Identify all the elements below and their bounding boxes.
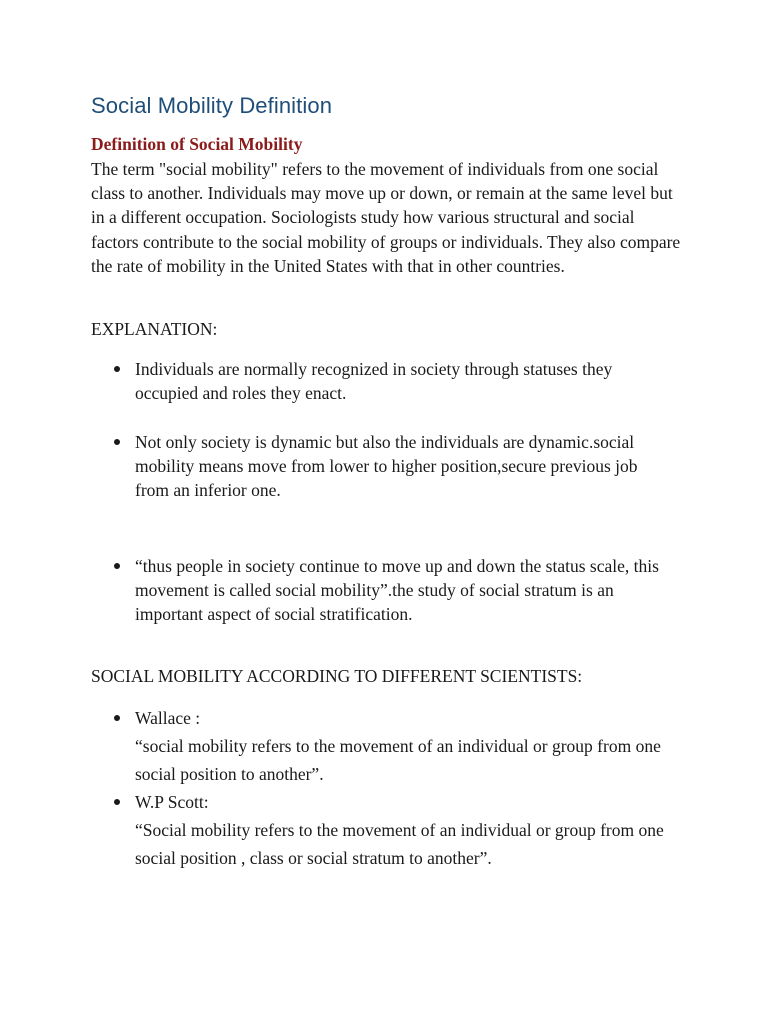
scientists-heading: SOCIAL MOBILITY ACCORDING TO DIFFERENT SCIENTISTS: <box>91 666 583 686</box>
definition-paragraph: The term "social mobility" refers to the movement of individuals from one social class to another. Individuals may move up or down, or remain at the same level but in a different occupation. Sociologists study how various structural and social factors contribute to the social mobility of groups or individuals. They also compare the rate of mobility in the United States with that in other countries. <box>91 159 681 276</box>
bullet-icon <box>114 715 120 721</box>
definition-heading: Definition of Social Mobility <box>91 134 303 154</box>
bullet-icon <box>114 799 120 805</box>
scientist-quote: “social mobility refers to the movement of an individual or group from one social position to another”. <box>135 736 661 784</box>
scientist-name: Wallace : <box>135 708 201 728</box>
explanation-item <box>114 430 674 503</box>
explanation-item-text: Not only society is dynamic but also the individuals are dynamic.social mobility means move from lower to higher position,secure previous job from an inferior one. <box>135 432 638 501</box>
scientist-quote: “Social mobility refers to the movement of an individual or group from one social position , class or social stratum to another”. <box>135 820 664 868</box>
scientist-name: W.P Scott: <box>135 792 209 812</box>
bullet-icon <box>114 439 120 445</box>
explanation-item-text: Individuals are normally recognized in society through statuses they occupied and roles they enact. <box>135 359 613 404</box>
bullet-icon <box>114 366 120 372</box>
scientist-entry <box>114 704 694 788</box>
explanation-label: EXPLANATION: <box>91 319 218 339</box>
explanation-item <box>114 357 674 405</box>
explanation-item <box>114 554 674 627</box>
page-title: Social Mobility Definition <box>91 93 333 118</box>
scientist-entry <box>114 788 694 872</box>
bullet-icon <box>114 563 120 569</box>
explanation-item-text: “thus people in society continue to move up and down the status scale, this movement is called social mobility”.the study of social stratum is an important aspect of social stratification. <box>135 556 659 625</box>
